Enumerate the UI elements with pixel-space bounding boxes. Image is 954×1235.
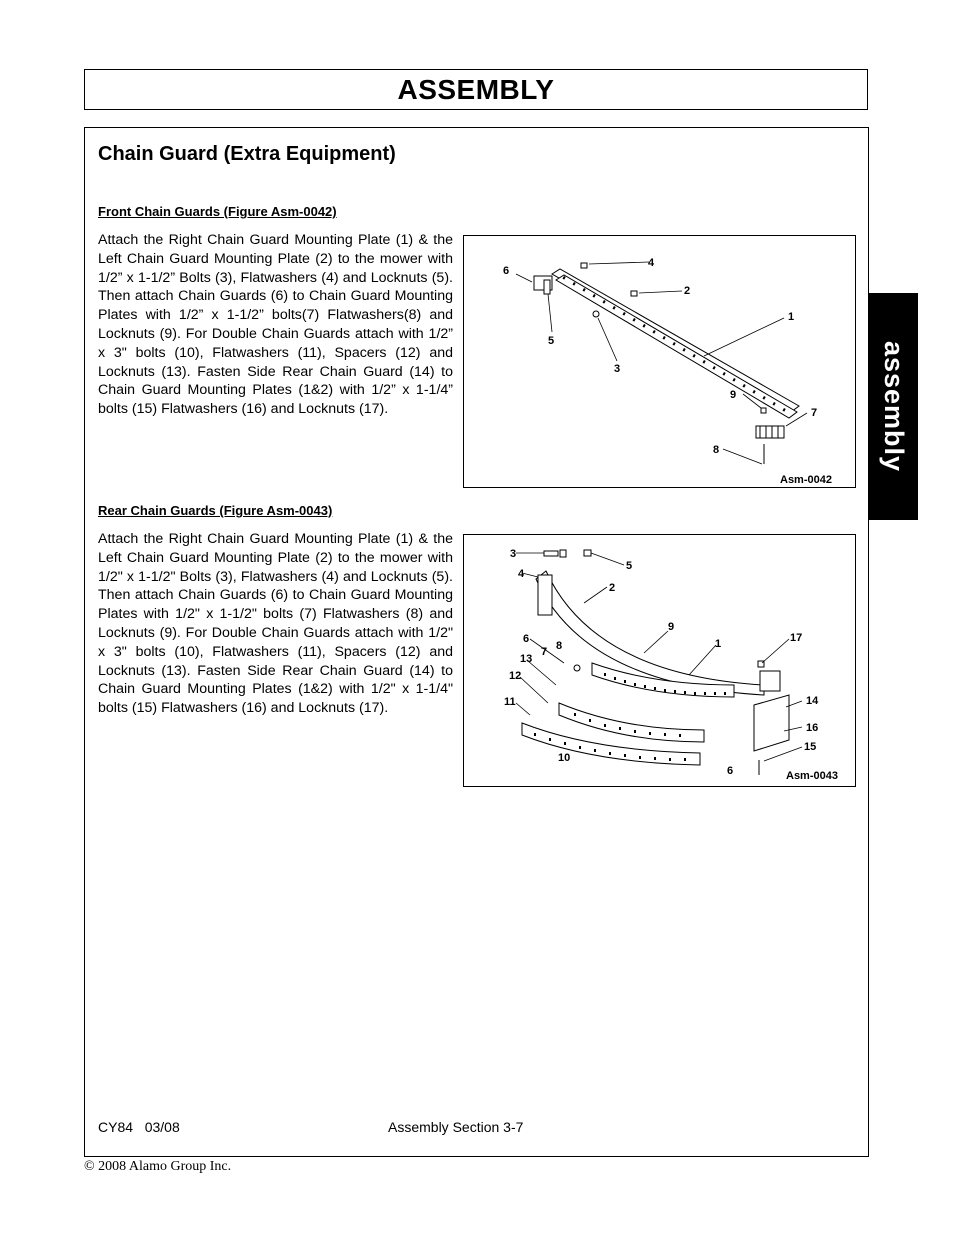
callout-11: 11 <box>504 696 516 708</box>
callout-1: 1 <box>788 311 795 323</box>
side-section-tab <box>869 293 918 520</box>
callout-14: 14 <box>806 695 819 707</box>
figure-asm-0043 <box>463 534 856 787</box>
callout-3: 3 <box>510 548 517 560</box>
callout-5: 5 <box>548 335 555 347</box>
figure-caption: Asm-0043 <box>786 770 838 782</box>
callout-4: 4 <box>518 568 525 580</box>
callout-6: 6 <box>503 265 510 277</box>
callout-3: 3 <box>614 363 621 375</box>
front-chain-guards-text: Attach the Right Chain Guard Mounting Plate (1) & the Left Chain Guard Mounting Plate (2) to the mower with 1/2” x 1-1/2” Bolts (3), Flatwashers (4) and Locknuts (5). Then attach Chain Guards (6) to Chain Guard Mounting Plates with 1/2” x 1-1/2” bolts(7) Flatwashers(8) and Locknuts (9). For Double Chain Guards attach with 1/2” x 3" bolts (10), Flatwashers (11), Spacers (12) and Locknuts (13). Fasten Side Rear Chain Guard (14) to Chain Guard Mounting Plates (1&2) with 1/2” x 1-1/4” bolts (15) Flatwashers (16) and Locknuts (17). <box>98 232 453 418</box>
chain-guard-rear-diagram <box>464 535 857 788</box>
callout-8: 8 <box>713 444 720 456</box>
callout-4: 4 <box>648 257 655 269</box>
callout-17: 17 <box>790 632 803 644</box>
copyright-notice: © 2008 Alamo Group Inc. <box>84 1159 232 1174</box>
front-chain-guards-heading: Front Chain Guards (Figure Asm-0042) <box>98 204 337 219</box>
side-tab-label: assembly <box>879 340 909 473</box>
callout-2: 2 <box>684 285 691 297</box>
page-header <box>84 69 868 110</box>
callout-6: 6 <box>523 633 530 645</box>
callout-13: 13 <box>520 653 533 665</box>
callout-5: 5 <box>626 560 633 572</box>
callout-9: 9 <box>730 389 737 401</box>
callout-2: 2 <box>609 582 616 594</box>
callout-16: 16 <box>806 722 819 734</box>
callout-12: 12 <box>509 670 522 682</box>
figure-asm-0042 <box>463 235 856 488</box>
footer-page-number: Assembly Section 3-7 <box>388 1119 524 1135</box>
callout-9: 9 <box>668 621 675 633</box>
section-title: Chain Guard (Extra Equipment) <box>98 143 396 165</box>
header-title: ASSEMBLY <box>397 73 555 105</box>
callout-15: 15 <box>804 741 817 753</box>
chain-guard-front-diagram <box>464 236 857 489</box>
rear-chain-guards-text: Attach the Right Chain Guard Mounting Plate (1) & the Left Chain Guard Mounting Plate (2) to the mower with 1/2" x 1-1/2" Bolts (3), Flatwashers (4) and Locknuts (5). Then attach Chain Guards (6) to Chain Guard Mounting Plates with 1/2" x 1-1/2" bolts (7) Flatwashers (8) and Locknuts (9). For Double Chain Guards attach with 1/2" x 3" bolts (10), Flatwashers (11), Spacers (12) and Locknuts (13). Fasten Side Rear Chain Guard (14) to Chain Guard Mounting Plates (1&2) with 1/2" x 1-1/4" bolts (15) Flatwashers (16) and Locknuts (17). <box>98 531 453 717</box>
callout-1: 1 <box>715 638 722 650</box>
callout-7: 7 <box>541 646 548 658</box>
rear-chain-guards-heading: Rear Chain Guards (Figure Asm-0043) <box>98 503 333 518</box>
callout-7: 7 <box>811 407 818 419</box>
callout-6b: 6 <box>727 765 734 777</box>
callout-8: 8 <box>556 640 563 652</box>
footer-model-date: CY84 03/08 <box>98 1119 180 1135</box>
figure-caption: Asm-0042 <box>780 474 832 486</box>
callout-10: 10 <box>558 752 571 764</box>
